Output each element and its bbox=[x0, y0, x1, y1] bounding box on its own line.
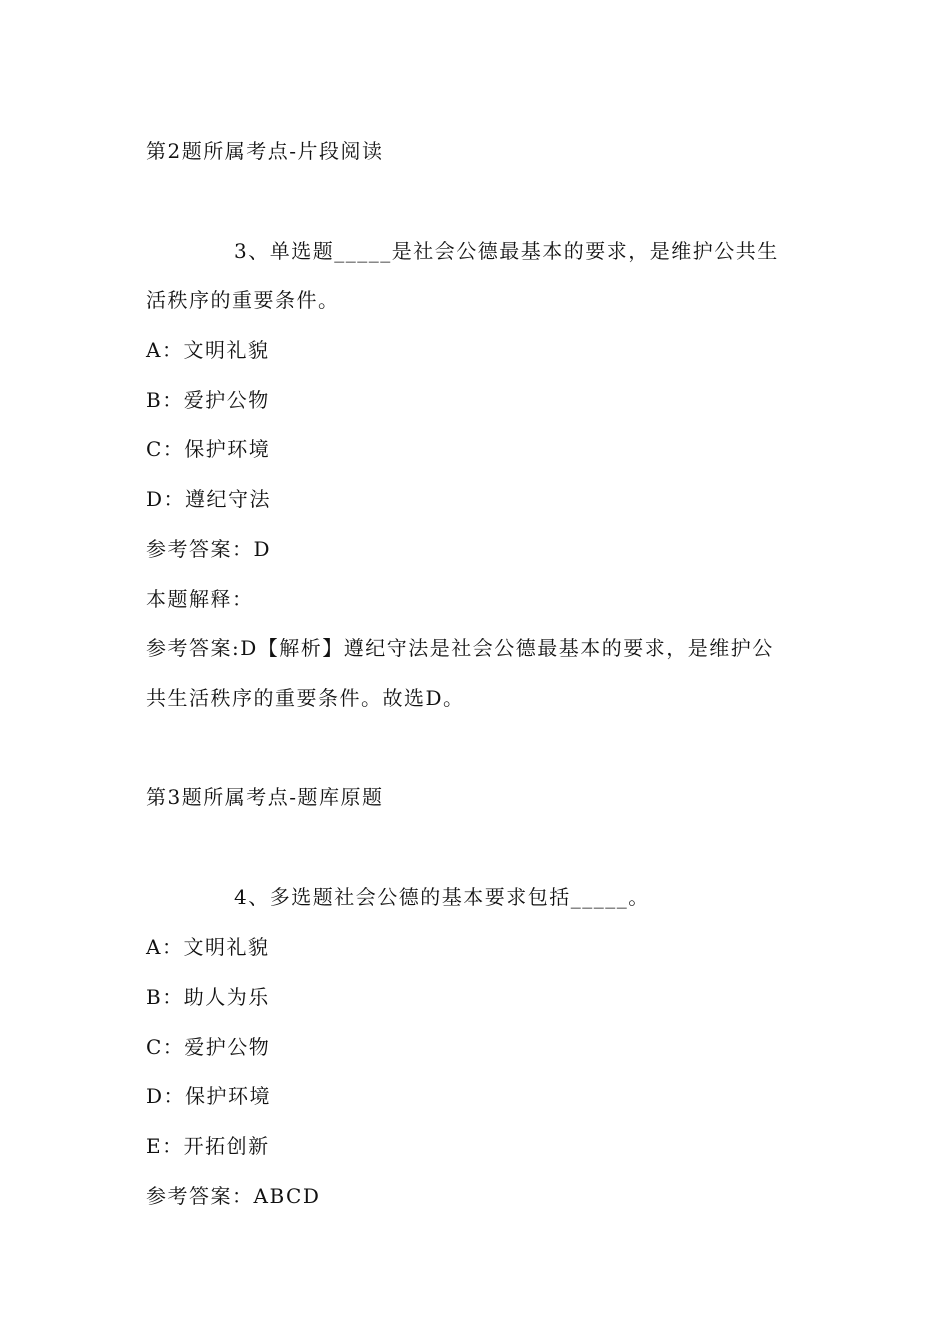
question-3-stem-line2: 活秩序的重要条件。 bbox=[146, 288, 340, 312]
question-3-option-a: A：文明礼貌 bbox=[146, 338, 270, 362]
question-4-option-e: E：开拓创新 bbox=[146, 1134, 270, 1158]
question-3-option-b: B：爱护公物 bbox=[146, 388, 270, 412]
question-3-stem-line1: 3、单选题_____是社会公德最基本的要求，是维护公共生 bbox=[234, 239, 779, 263]
question-4-answer: 参考答案：ABCD bbox=[146, 1184, 321, 1208]
question-4-option-b: B：助人为乐 bbox=[146, 985, 270, 1009]
question-3-option-d: D：遵纪守法 bbox=[146, 487, 272, 511]
question-3-explanation-line2: 共生活秩序的重要条件。故选D。 bbox=[146, 686, 465, 710]
question-3-option-c: C：保护环境 bbox=[146, 437, 271, 461]
topic-heading-q3: 第3题所属考点-题库原题 bbox=[146, 785, 384, 809]
question-4-option-c: C：爱护公物 bbox=[146, 1035, 271, 1059]
question-3-explanation-line1: 参考答案:D【解析】遵纪守法是社会公德最基本的要求，是维护公 bbox=[146, 636, 774, 660]
question-3-answer: 参考答案：D bbox=[146, 537, 272, 561]
question-4-stem: 4、多选题社会公德的基本要求包括_____。 bbox=[234, 885, 650, 909]
question-4-option-a: A：文明礼貌 bbox=[146, 935, 270, 959]
topic-heading-q2: 第2题所属考点-片段阅读 bbox=[146, 139, 384, 163]
question-4-option-d: D：保护环境 bbox=[146, 1084, 272, 1108]
question-3-explanation-label: 本题解释： bbox=[146, 587, 254, 611]
